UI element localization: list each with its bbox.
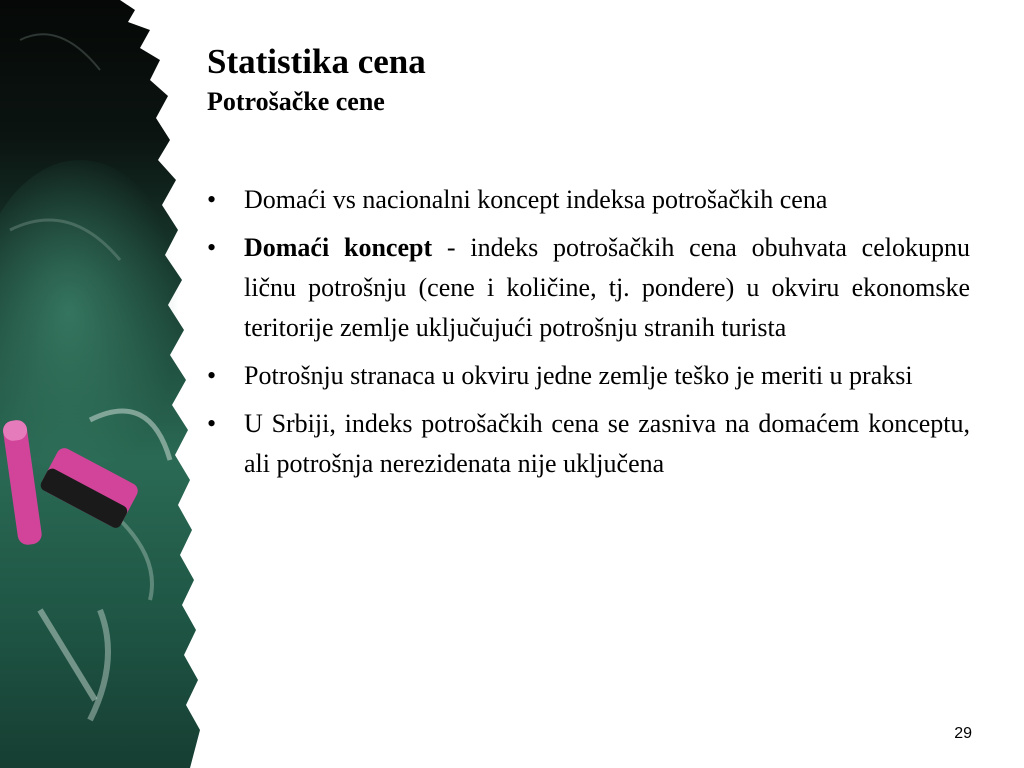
bullet-dot-icon: •	[207, 409, 217, 438]
page-number: 29	[954, 725, 972, 742]
slide-title: Statistika cena	[207, 42, 426, 81]
title-block	[207, 40, 977, 120]
bullet-dot-icon: •	[207, 185, 217, 214]
bullet-list	[207, 180, 970, 492]
bullet-item	[207, 228, 970, 348]
bullet-item	[207, 404, 970, 484]
slide-subtitle: Potrošačke cene	[207, 87, 385, 116]
chalkboard-decoration-icon	[0, 0, 210, 768]
bullet-text: Potrošnju stranaca u okviru jedne zemlje teško je meriti u praksi	[244, 361, 913, 390]
bullet-item	[207, 356, 970, 396]
bullet-text: - indeks potrošačkih cena obuhvata celokupnu ličnu potrošnju (cene i količine, tj. pondere) u okviru ekonomske teritorije zemlje uključujući potrošnju stranih turista	[244, 233, 970, 342]
bullet-text: U Srbiji, indeks potrošačkih cena se zasniva na domaćem konceptu, ali potrošnja nerezidenata nije uključena	[244, 409, 970, 478]
bullet-text: Domaći vs nacionalni koncept indeksa potrošačkih cena	[244, 185, 828, 214]
bullet-item	[207, 180, 970, 220]
bullet-dot-icon: •	[207, 233, 217, 262]
bullet-bold-term: Domaći koncept	[244, 233, 433, 262]
bullet-dot-icon: •	[207, 361, 217, 390]
